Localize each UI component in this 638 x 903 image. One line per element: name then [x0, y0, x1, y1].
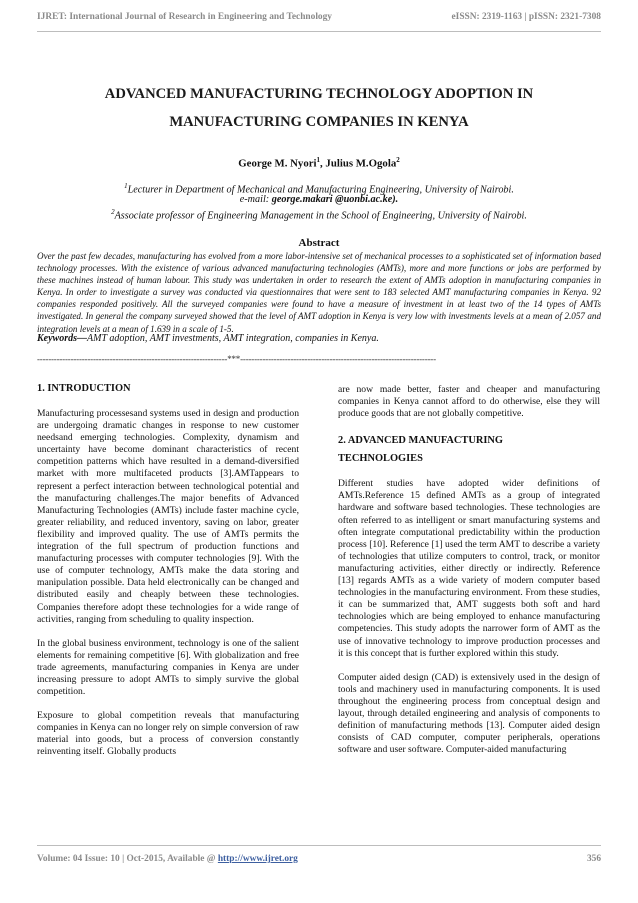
intro-paragraph-2: In the global business environment, technology is one of the salient elements for remaining competitive [6]. With globalization and free trade agreements, manufacturing companies in Kenya are under increasing pressure to adopt AMTs to simply survive the global competition. [37, 637, 299, 698]
abstract-heading: Abstract [298, 237, 340, 249]
author-1: George M. Nyori [238, 157, 317, 170]
journal-name: IJRET: International Journal of Research in Engineering and Technology [37, 12, 332, 22]
header-rule [37, 31, 601, 32]
footer-volume: Volume: 04 Issue: 10 | Oct-2015, Available @ [37, 854, 218, 864]
keywords-line [37, 333, 601, 344]
aff1-text: Lecturer in Department of Mechanical and Manufacturing Engineering, University of Nairobi. [127, 184, 514, 196]
aff1-sup: 1 [124, 182, 128, 190]
email-address: george.makari @uonbi.ac.ke). [271, 194, 399, 205]
section-2-heading-line-1: 2. ADVANCED MANUFACTURING [338, 435, 503, 447]
keywords-dash: — [77, 333, 87, 344]
author-separator: , [320, 157, 326, 170]
continued-paragraph: are now made better, faster and cheaper and manufacturing companies in Kenya cannot afford to do otherwise, else they will produce goods that are not globally competitive. [338, 384, 600, 420]
intro-paragraph-1: Manufacturing processesand systems used in design and production are undergoing dramatic changes in response to new customer needsand emerging technologies. Complexity, dynamism and uncertainty have become dominant characteristics of recent competition patterns which have resulted in a demand-diversified market with more multifaceted products [3].AMTappears to represent a perfect interaction between technological potential and the manufacturing challenges.The major benefits of Advanced Manufacturing Technologies (AMTs) include faster machine cycle, greater reliability, and reduced inventory, saving on labor, greater flexibility and improved quality. The use of AMTs permits the integration of the full spectrum of production functions and manufacturing processes with computer technologies [9]. With the use of computer technology, AMTs make the data storing and manipulation possible. Data held electronically can be changed and distributed easily and cheaply between these technologies. Companies therefore adopt these technologies for a wide range of activities, ranging from scheduling to quality inspection. [37, 408, 299, 625]
section-2-paragraph-2: Computer aided design (CAD) is extensively used in the design of tools and machinery used in manufacturing components. It is used throughout the engineering process from conceptual design and layout, through detailed engineering and analysis of components to definition of manufacturing methods [13]. Computer aided design consists of CAD computer, computer peripherals, operations software and user software. Computer-aided manufacturing [338, 671, 600, 756]
section-2-heading [338, 432, 600, 468]
left-column [37, 380, 299, 771]
issn: eISSN: 2319-1163 | pISSN: 2321-7308 [451, 12, 601, 22]
email-line [37, 193, 601, 206]
intro-paragraph-3: Exposure to global competition reveals that manufacturing companies in Kenya can no longer rely on simple conversion of raw material into goods, but a process of conversion constantly reinventing itself. Globally products [37, 710, 299, 758]
journal-link[interactable]: http://www.ijret.org [217, 854, 298, 864]
section-separator: --------------------------------------------------------------------***---------------------------------------------------------------------- [37, 354, 436, 364]
section-2-heading-line-2: TECHNOLOGIES [338, 453, 423, 465]
title-line-1: ADVANCED MANUFACTURING TECHNOLOGY ADOPTION IN [104, 86, 534, 102]
footer [37, 854, 601, 864]
keywords-label: Keywords [37, 333, 77, 344]
aff2-text: Associate professor of Engineering Management in the School of Engineering, University of Nairobi. [114, 210, 527, 222]
abstract-text: Over the past few decades, manufacturing has evolved from a more labor-intensive set of mechanical processes to a sophisticated set of information based technology processes. With the existence of various advanced manufacturing technologies (AMTs), more and more functions or jobs are performed by these machines instead of human labour. This study was undertaken in order to research the extent of AMTs adoption in manufacturing companies in Kenya. In order to investigate a survey was conducted via questionnaires that were sent to 183 selected AMT manufacturing companies in Kenya. 92 companies responded positively. All the surveyed companies were found to have a measure of investment in at least two of the 14 types of AMTs investigated. In general the company surveyed showed that the level of AMT adoption in Kenya is very low with investments levels at a mean of 2.057 and integration levels at a mean of 1.639 in a scale of 1-5. [37, 251, 601, 334]
running-header [37, 12, 601, 26]
author-2-sup: 2 [396, 156, 400, 164]
author-list [37, 156, 601, 170]
right-column [338, 384, 600, 768]
author-1-sup: 1 [316, 156, 321, 164]
page-number: 356 [586, 854, 601, 864]
keywords-text: AMT adoption, AMT investments, AMT integration, companies in Kenya. [87, 333, 379, 344]
intro-heading: 1. INTRODUCTION [37, 383, 131, 394]
section-2-paragraph-1: Different studies have adopted wider definitions of AMTs.Reference 15 defined AMTs as a group of integrated hardware and software based technologies. These technologies are often referred to as intelligent or smart manufacturing systems and often integrate computational predictability within the production process [10]. Reference [1] used the term AMT to describe a variety of technologies that utilize computers to control, track, or monitor manufacturing activities, either directly or indirectly. Reference [13] regards AMTs as a wide variety of modern computer based technologies in the manufacturing environment. From these studies, it can be summarized that, AMT suggests both soft and hard technologies which are being employed to enhance manufacturing competencies. This study adopts the narrower form of AMT as the use of innovative technology to improve production processes and it is this concept that is further explored within this study. [338, 478, 600, 659]
aff2-sup: 2 [111, 208, 115, 216]
footer-rule [37, 845, 601, 846]
title-line-2: MANUFACTURING COMPANIES IN KENYA [169, 114, 469, 130]
paper-title [37, 80, 601, 136]
affiliation-2 [37, 206, 601, 222]
email-prefix: e-mail: [239, 194, 272, 205]
author-2: Julius M.Ogola [325, 157, 397, 170]
